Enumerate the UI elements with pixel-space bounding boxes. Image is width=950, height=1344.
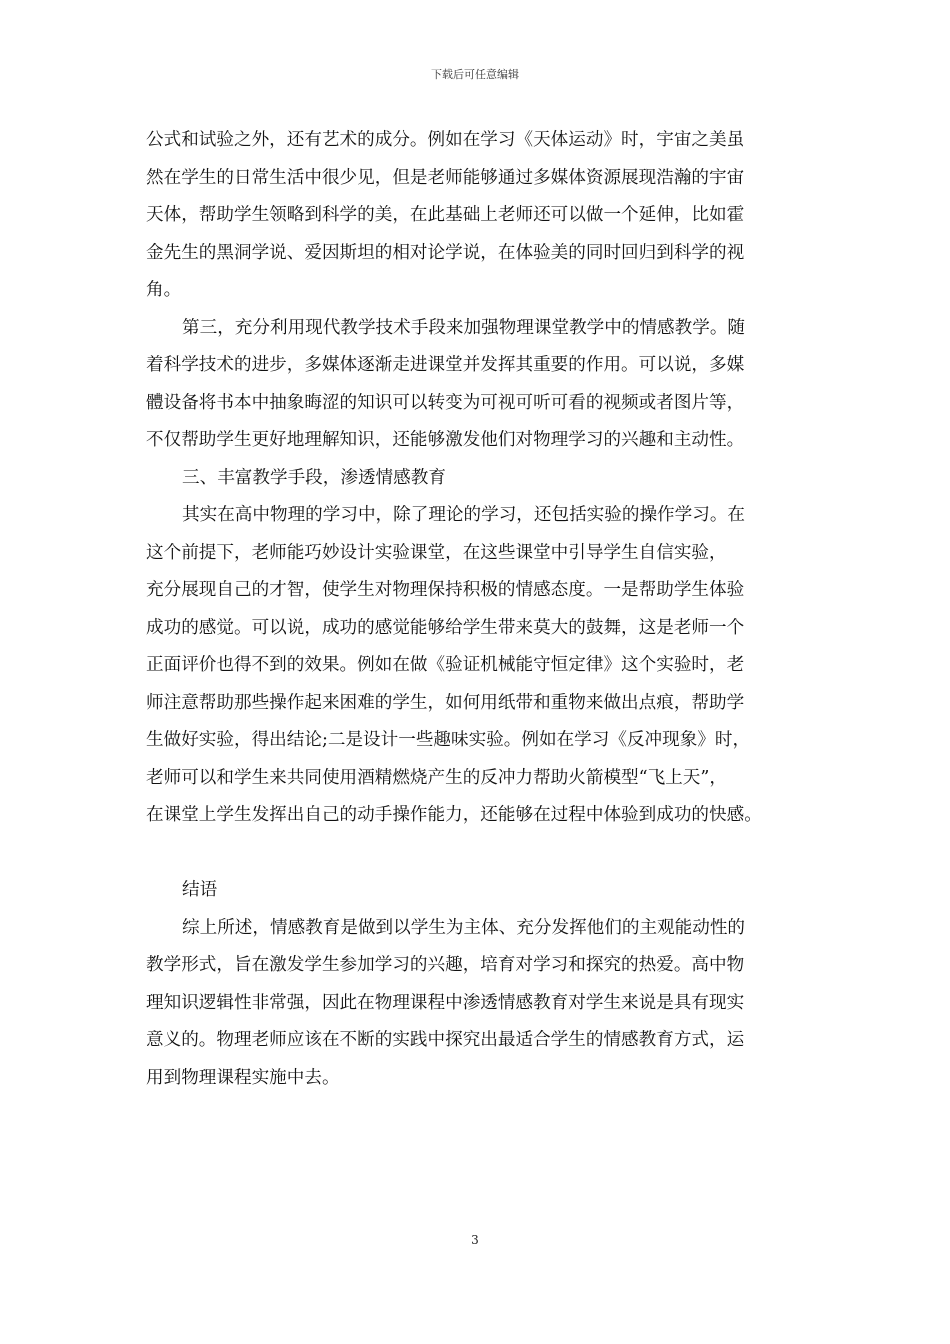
text-line: 用到物理课程实施中去。 bbox=[146, 1067, 340, 1088]
paragraph-gap bbox=[146, 835, 826, 873]
text-line: 生做好实验，得出结论;二是设计一些趣味实验。例如在学习《反冲现象》时， bbox=[146, 730, 751, 750]
text-line: 理知识逻辑性非常强，因此在物理课程中渗透情感教育对学生来说是具有现实 bbox=[146, 992, 745, 1013]
text-line: 體设备将书本中抽象晦涩的知识可以转变为可视可听可看的视频或者图片等， bbox=[146, 392, 745, 413]
text-line: 意义的。物理老师应该在不断的实践中探究出最适合学生的情感教育方式，运 bbox=[146, 1030, 745, 1050]
text-line: 着科学技术的进步，多媒体逐渐走进课堂并发挥其重要的作用。可以说，多媒 bbox=[146, 355, 745, 375]
text-line: 这个前提下，老师能巧妙设计实验课堂，在这些课堂中引导学生自信实验， bbox=[146, 542, 727, 563]
text-line: 金先生的黑洞学说、爱因斯坦的相对论学说，在体验美的同时回归到科学的视 bbox=[146, 242, 745, 263]
text-line: 在课堂上学生发挥出自己的动手操作能力，还能够在过程中体验到成功的快感。 bbox=[146, 805, 762, 825]
text-line: 老师可以和学生来共同使用酒精燃烧产生的反冲力帮助火箭模型“飞上天”， bbox=[146, 767, 727, 788]
text-line: 第三，充分利用现代教学技术手段来加强物理课堂教学中的情感教学。随 bbox=[182, 317, 746, 338]
text-line: 不仅帮助学生更好地理解知识，还能够激发他们对物理学习的兴趣和主动性。 bbox=[146, 430, 745, 450]
document-body bbox=[146, 122, 826, 1097]
text-line: 师注意帮助那些操作起来困难的学生，如何用纸带和重物来做出点痕，帮助学 bbox=[146, 692, 745, 713]
conclusion-heading: 结语 bbox=[182, 880, 218, 900]
text-line: 其实在高中物理的学习中，除了理论的学习，还包括实验的操作学习。在 bbox=[182, 505, 746, 525]
text-line: 综上所述，情感教育是做到以学生为主体、充分发挥他们的主观能动性的 bbox=[182, 917, 746, 938]
text-line: 正面评价也得不到的效果。例如在做《验证机械能守恒定律》这个实验时，老 bbox=[146, 655, 745, 675]
text-line: 充分展现自己的才智，使学生对物理保持积极的情感态度。一是帮助学生体验 bbox=[146, 580, 745, 600]
text-line: 成功的感觉。可以说，成功的感觉能够给学生带来莫大的鼓舞，这是老师一个 bbox=[146, 617, 745, 638]
section-heading: 三、丰富教学手段，渗透情感教育 bbox=[182, 467, 446, 488]
page-header: 下载后可任意编辑 bbox=[431, 68, 519, 81]
text-line: 然在学生的日常生活中很少见，但是老师能够通过多媒体资源展现浩瀚的宇宙 bbox=[146, 167, 745, 188]
text-line: 角。 bbox=[146, 280, 182, 300]
text-line: 公式和试验之外，还有艺术的成分。例如在学习《天体运动》时，宇宙之美虽 bbox=[146, 130, 745, 150]
text-line: 教学形式，旨在激发学生参加学习的兴趣，培育对学习和探究的热爱。高中物 bbox=[146, 955, 745, 975]
text-line: 天体，帮助学生领略到科学的美，在此基础上老师还可以做一个延伸，比如霍 bbox=[146, 205, 745, 225]
page-number: 3 bbox=[471, 1233, 479, 1247]
